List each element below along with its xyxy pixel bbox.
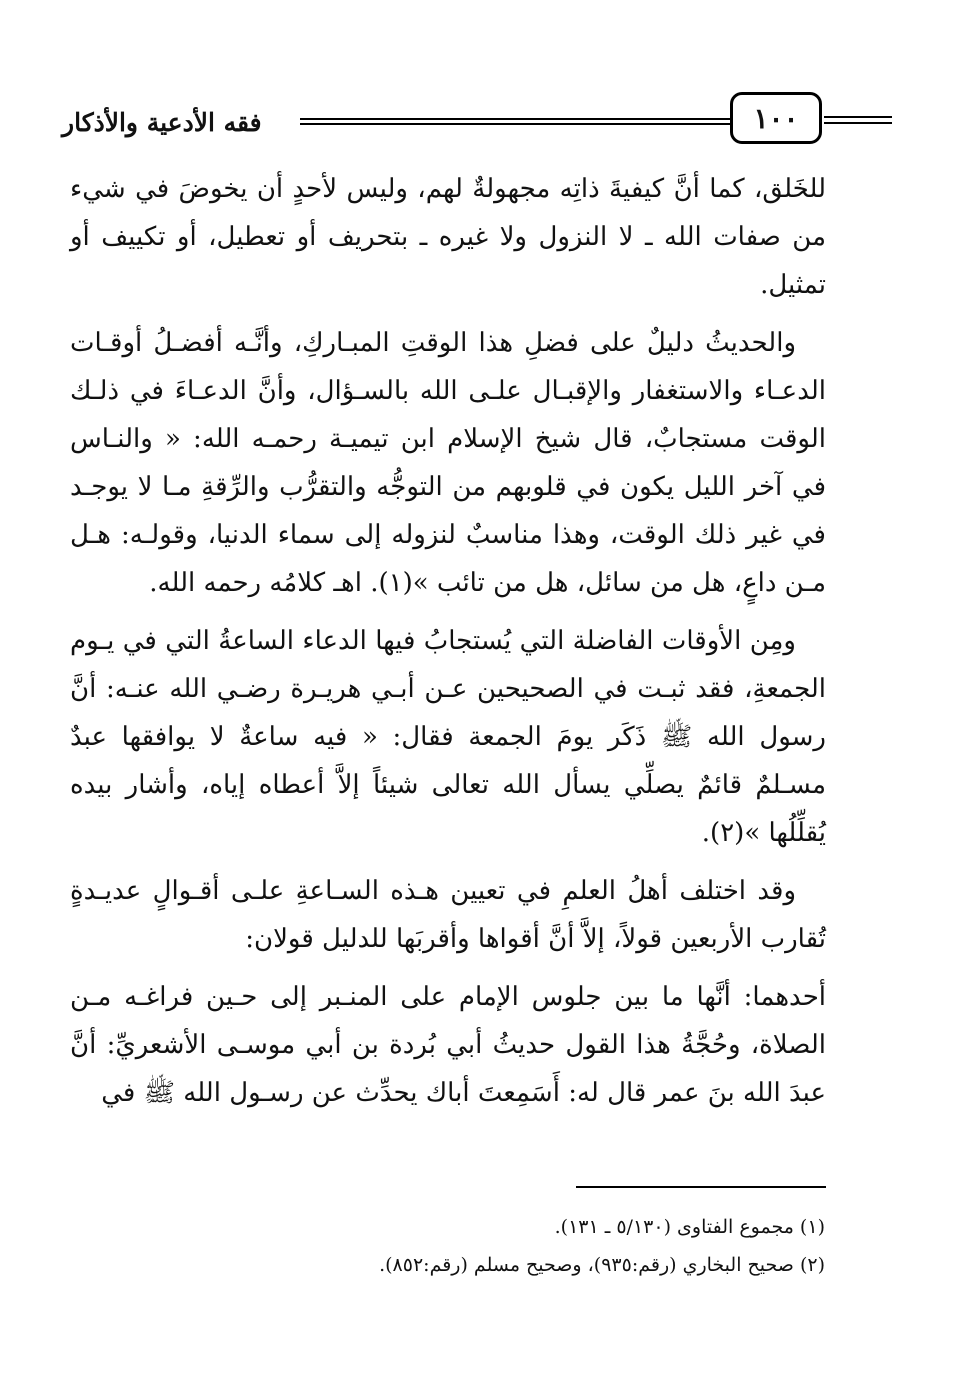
running-header xyxy=(62,80,844,150)
header-rule-right xyxy=(824,116,892,124)
page-number-box xyxy=(730,92,822,144)
footnotes xyxy=(240,1208,825,1284)
paragraph-1: للخَلق، كما أنَّ كيفيةَ ذاتِه مجهولةٌ لهم، وليس لأحدٍ أن يخوضَ في شيء من صفات الله ـ لا النزول ولا غيره ـ بتحريف أو تعطيل، أو تكييف أو تمثيل. xyxy=(70,174,826,300)
paragraph-5: أحدهما: أنَّها ما بين جلوس الإمام على المنـبر إلى حـين فراغـه مـن الصلاة، وحُجَّةُ هذا القول حديثُ أبي بُردة بن أبي موسـى الأشعريِّ: أنَّ عبدَ الله بنَ عمر قال له: أَسَمِعتَ أباك يحدِّث عن رسـول الله ﷺ في xyxy=(70,982,826,1108)
paragraph-4: وقد اختلف أهلُ العلمِ في تعيين هـذه السـاعةِ علـى أقـوالٍ عديـدةٍ تُقارب الأربعين قولاً، إلاَّ أنَّ أقواها وأقربَها للدليل قولان: xyxy=(70,876,826,954)
footnote-separator xyxy=(576,1186,826,1188)
page-number: ١٠٠ xyxy=(753,101,799,135)
footnote-2: (٢) صحيح البخاري (رقم:٩٣٥)، وصحيح مسلم (رقم:٨٥٢). xyxy=(379,1254,825,1276)
main-text xyxy=(70,165,826,1127)
header-rule-left xyxy=(300,118,730,125)
running-title: فقه الأدعية والأذكار xyxy=(62,108,262,137)
paragraph-2: والحديثُ دليلٌ على فضلِ هذا الوقتِ المبـاركِ، وأنَّـه أفضـلُ أوقـات الدعـاء والاستغفار والإقبـال علـى الله بالسـؤال، وأنَّ الدعـاءَ في ذلـك الوقت مستجابٌ، قال شيخ الإسلام ابن تيميـة رحمـه الله: « والنـاس في آخر الليل يكون في قلوبهم من التوجُّه والتقرُّب والرِّقةِ مـا لا يوجـد في غير ذلك الوقت، وهذا مناسبٌ لنزوله إلى سماء الدنيا، وقولـه: هـل مـن داعٍ، هل من سائل، هل من تائب »(١). اهـ كلامُه رحمه الله. xyxy=(70,328,826,598)
paragraph-3: ومِن الأوقات الفاضلة التي يُستجابُ فيها الدعاء الساعةُ التي في يـوم الجمعةِ، فقد ثبـت في الصحيحين عـن أبـي هريـرة رضـي الله عنـه: أنَّ رسول الله ﷺ ذَكَر يومَ الجمعة فقال: « فيه ساعةٌ لا يوافقها عبدٌ مسـلمٌ قائمٌ يصلِّي يسأل الله تعالى شيئاً إلاَّ أعطاه إياه، وأشار بيده يُقلِّلُها »(٢). xyxy=(70,626,826,848)
footnote-1: (١) مجموع الفتاوى (٥/١٣٠ ـ ١٣١). xyxy=(554,1216,825,1238)
